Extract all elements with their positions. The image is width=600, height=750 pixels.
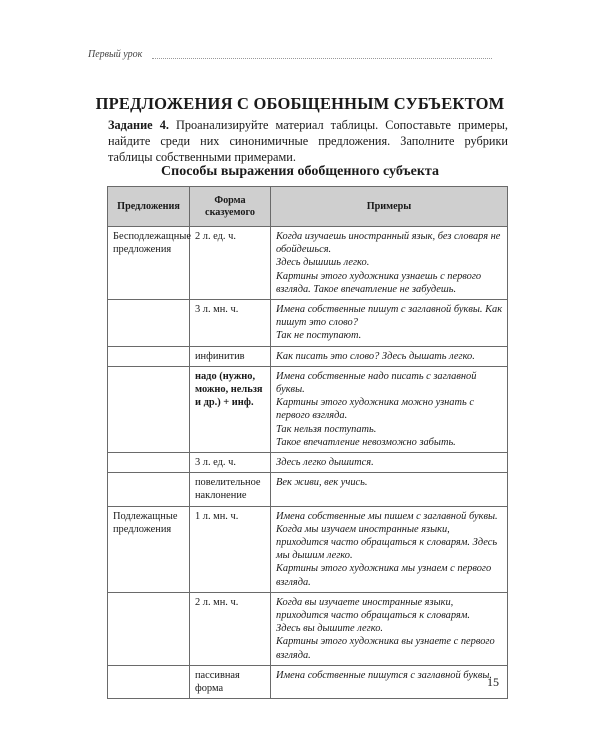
- examples-cell: [271, 506, 508, 592]
- example-sentence: Имена собственные пишутся с заглавной буквы.: [276, 669, 492, 681]
- example-sentence: Картины этого художника можно узнать с первого взгляда.: [276, 397, 474, 422]
- column-header-predicate-form: Форма сказуемого: [190, 187, 271, 227]
- predicate-form-cell: 2 л. мн. ч.: [190, 592, 271, 665]
- table-row: [108, 453, 508, 473]
- sentence-type-cell-empty: [108, 346, 190, 366]
- table-row: [108, 300, 508, 347]
- examples-cell: [271, 473, 508, 506]
- example-sentence: Здесь легко дышится.: [276, 457, 374, 469]
- example-sentence: Картины этого художника узнаешь с первого взгляда. Такое впечатление не забудешь.: [276, 270, 482, 295]
- predicate-form-cell: повелительное наклонение: [190, 473, 271, 506]
- example-sentence: Когда вы изучаете иностранные языки, приходится часто обращаться к словарям.: [276, 596, 470, 622]
- page-title: ПРЕДЛОЖЕНИЯ С ОБОБЩЕННЫМ СУБЪЕКТОМ: [95, 94, 505, 113]
- sentence-type-cell-empty: [108, 453, 190, 473]
- example-sentence: Картины этого художника мы узнаем с первого взгляда.: [276, 563, 492, 588]
- examples-cell: [271, 592, 508, 665]
- example-sentence: Имена собственные надо писать с заглавной буквы.: [276, 370, 477, 396]
- table-title: Способы выражения обобщенного субъекта: [161, 164, 439, 179]
- predicate-form-cell: 3 л. ед. ч.: [190, 453, 271, 473]
- example-sentence: Век живи, век учись.: [276, 477, 368, 489]
- table-body: [108, 227, 508, 699]
- sentence-type-cell-empty: [108, 300, 190, 347]
- examples-cell: [271, 300, 508, 347]
- sentence-type-cell: Подлежащные предложения: [108, 506, 190, 592]
- example-sentence: Картины этого художника вы узнаете с первого взгляда.: [276, 636, 495, 661]
- examples-cell: [271, 227, 508, 300]
- table-row: [108, 473, 508, 506]
- example-sentence: Такое впечатление невозможно забыть.: [276, 436, 456, 448]
- example-sentence: Так не поступают.: [276, 330, 362, 342]
- predicate-form-cell: 2 л. ед. ч.: [190, 227, 271, 300]
- example-sentence: Имена собственные мы пишем с заглавной буквы.: [276, 510, 498, 522]
- task-text: Проанализируйте материал таблицы. Сопоставьте примеры, найдите среди них синонимичные предложения. Заполните рубрики таблицы собственными примерами.: [108, 118, 508, 164]
- examples-cell: [271, 346, 508, 366]
- example-sentence: Здесь дышишь легко.: [276, 257, 370, 269]
- header-divider: [152, 58, 492, 59]
- sentence-type-cell: Бесподлежащные предложения: [108, 227, 190, 300]
- page-number: 15: [487, 675, 499, 689]
- example-sentence: Здесь вы дышите легко.: [276, 623, 383, 635]
- example-sentence: Когда изучаешь иностранный язык, без словаря не обойдешься.: [276, 231, 501, 256]
- sentence-type-cell-empty: [108, 665, 190, 698]
- table-row: [108, 506, 508, 592]
- task-paragraph: [108, 117, 508, 165]
- column-header-sentences: Предложения: [108, 187, 190, 227]
- predicate-form-cell: 1 л. мн. ч.: [190, 506, 271, 592]
- column-header-examples: Примеры: [271, 187, 508, 227]
- task-label: Задание 4.: [108, 118, 169, 132]
- subject-table: [107, 186, 508, 699]
- predicate-form-cell: инфинитив: [190, 346, 271, 366]
- example-sentence: Имена собственные пишут с заглавной буквы. Как пишут это слово?: [276, 304, 503, 329]
- example-sentence: Так нельзя поступать.: [276, 423, 377, 435]
- sentence-type-cell-empty: [108, 473, 190, 506]
- table-row: [108, 346, 508, 366]
- table-header-row: [108, 187, 508, 227]
- predicate-form-cell: пассивная форма: [190, 665, 271, 698]
- table-row: [108, 227, 508, 300]
- predicate-form-cell: 3 л. мн. ч.: [190, 300, 271, 347]
- table-row: [108, 592, 508, 665]
- table-row: [108, 366, 508, 452]
- examples-cell: [271, 453, 508, 473]
- sentence-type-cell-empty: [108, 592, 190, 665]
- example-sentence: Когда мы изучаем иностранные языки, приходится часто обращаться к словарям. Здесь мы дышим легко.: [276, 523, 498, 562]
- example-sentence: Как писать это слово? Здесь дышать легко.: [276, 350, 475, 362]
- table-row: [108, 665, 508, 698]
- predicate-form-cell: надо (нужно, можно, нельзя и др.) + инф.: [190, 366, 271, 452]
- examples-cell: [271, 665, 508, 698]
- examples-cell: [271, 366, 508, 452]
- running-header: Первый урок: [88, 49, 143, 60]
- sentence-type-cell-empty: [108, 366, 190, 452]
